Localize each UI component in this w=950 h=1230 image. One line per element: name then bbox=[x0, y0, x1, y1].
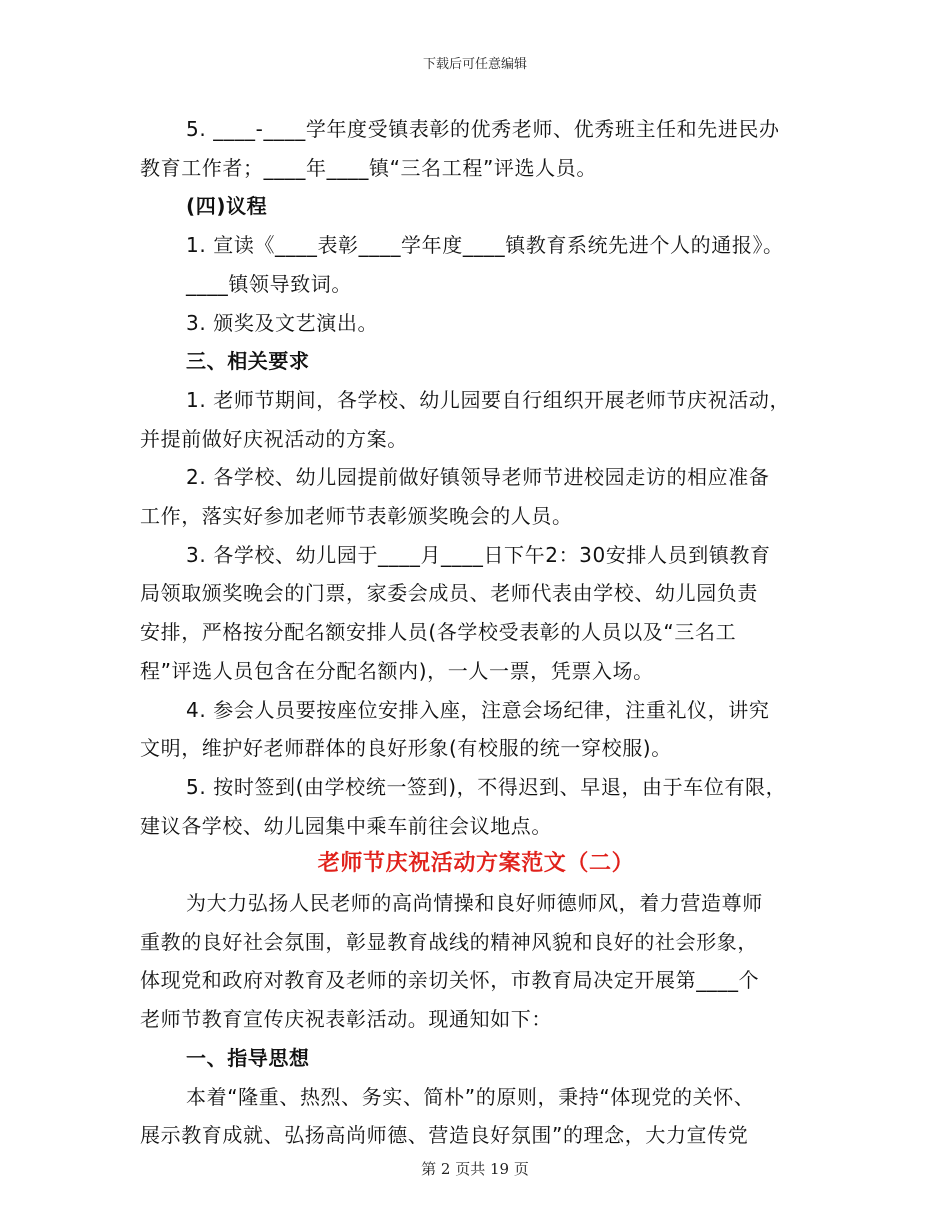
heading-line: 一、指导思想 bbox=[186, 1045, 310, 1070]
document-body bbox=[140, 110, 812, 1155]
text-line: 安排，严格按分配名额安排人员(各学校受表彰的人员以及“三名工 bbox=[140, 620, 737, 645]
text-line: 展示教育成就、弘扬高尚师德、营造良好氛围”的理念，大力宣传党 bbox=[140, 1123, 749, 1148]
text-line: 本着“隆重、热烈、务实、简朴”的原则，秉持“体现党的关怀、 bbox=[186, 1084, 755, 1109]
page-header: 下载后可任意编辑 bbox=[422, 57, 527, 72]
text-line: 3. 各学校、幼儿园于____月____日下午2：30安排人员到镇教育 bbox=[186, 542, 771, 567]
text-line: 4. 参会人员要按座位安排入座，注意会场纪律，注重礼仪，讲究 bbox=[186, 697, 770, 722]
text-line: 建议各学校、幼儿园集中乘车前往会议地点。 bbox=[140, 813, 552, 838]
text-line: 5. 按时签到(由学校统一签到)，不得迟到、早退，由于车位有限， bbox=[186, 774, 787, 799]
text-line: 重教的良好社会氛围，彰显教育战线的精神风貌和良好的社会形象， bbox=[140, 929, 758, 954]
text-line: 2. 各学校、幼儿园提前做好镇领导老师节进校园走访的相应准备 bbox=[186, 465, 770, 490]
text-line: 5. ____-____学年度受镇表彰的优秀老师、优秀班主任和先进民办 bbox=[186, 117, 780, 141]
section-title: 老师节庆祝活动方案范文（二） bbox=[317, 851, 635, 877]
page-footer: 第 2 页共 19 页 bbox=[421, 1160, 529, 1178]
text-line: 体现党和政府对教育及老师的亲切关怀，市教育局决定开展第____个 bbox=[140, 968, 760, 993]
heading-line: (四)议程 bbox=[186, 194, 268, 219]
text-line: 1. 宣读《____表彰____学年度____镇教育系统先进个人的通报》。 bbox=[186, 233, 784, 258]
heading-line: 三、相关要求 bbox=[186, 349, 310, 374]
text-line: 为大力弘扬人民老师的高尚情操和良好师德师风，着力营造尊师 bbox=[186, 891, 763, 916]
text-line: ____镇领导致词。 bbox=[186, 271, 352, 296]
text-line: 局领取颁奖晚会的门票，家委会成员、老师代表由学校、幼儿园负责 bbox=[140, 581, 758, 606]
text-line: 工作，落实好参加老师节表彰颁奖晚会的人员。 bbox=[140, 504, 573, 529]
text-line: 老师节教育宣传庆祝表彰活动。现通知如下： bbox=[140, 1007, 552, 1032]
text-line: 程”评选人员包含在分配名额内)，一人一票，凭票入场。 bbox=[140, 658, 654, 683]
text-line: 1. 老师节期间，各学校、幼儿园要自行组织开展老师节庆祝活动， bbox=[186, 387, 791, 412]
text-line: 文明，维护好老师群体的良好形象(有校服的统一穿校服)。 bbox=[140, 736, 672, 761]
text-line: 3. 颁奖及文艺演出。 bbox=[186, 310, 379, 335]
text-line: 教育工作者；____年____镇“三名工程”评选人员。 bbox=[140, 155, 597, 180]
text-line: 并提前做好庆祝活动的方案。 bbox=[140, 426, 408, 451]
